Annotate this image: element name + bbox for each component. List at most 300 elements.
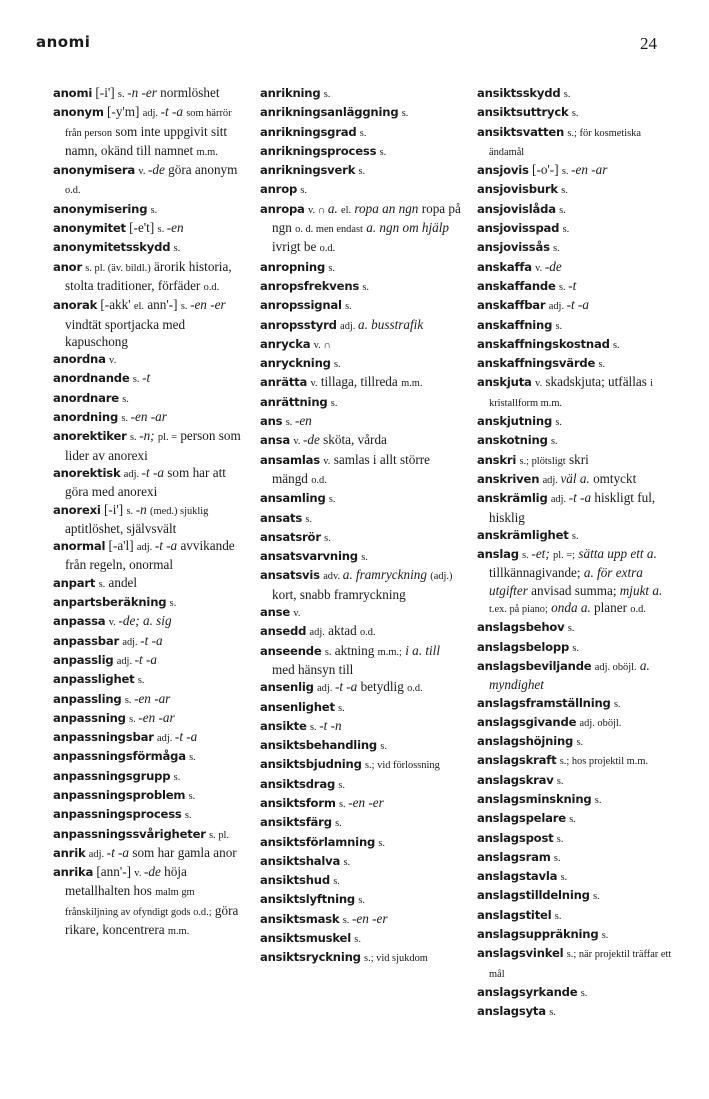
italic-example: -de — [303, 432, 320, 448]
grammar-note: s. — [556, 775, 564, 787]
grammar-note: s. — [173, 243, 181, 255]
dictionary-entry — [477, 809, 672, 828]
grammar-note: s. — [305, 513, 312, 525]
grammar-note: el. — [341, 204, 352, 216]
dictionary-entry — [260, 547, 465, 566]
italic-example: -en -er — [190, 297, 226, 313]
italic-example: mjukt a. — [619, 582, 663, 598]
italic-example: -en — [166, 220, 184, 236]
grammar-note: s. — [567, 623, 575, 635]
grammar-note: s. — [401, 108, 409, 120]
dictionary-entry — [53, 709, 248, 728]
grammar-note: s. — [169, 598, 177, 610]
grammar-note: s. — [117, 89, 128, 100]
headword: anslagsram — [477, 849, 551, 864]
dictionary-entry — [477, 983, 672, 1002]
grammar-note: adj. — [123, 468, 142, 480]
grammar-note: s. — [559, 204, 566, 216]
dictionary-entry — [477, 316, 672, 335]
grammar-note: s. — [121, 413, 131, 425]
headword: anskjuta — [477, 375, 532, 390]
grammar-note: s. — [359, 127, 367, 139]
grammar-note: adj. — [542, 474, 561, 486]
dictionary-entry — [53, 200, 248, 219]
dictionary-entry — [53, 767, 248, 786]
grammar-note: s. — [358, 166, 366, 178]
definition-text: [-e't] — [125, 220, 158, 236]
dictionary-entry — [260, 794, 465, 813]
headword: anskaffande — [477, 278, 556, 293]
headword: ansjovisspad — [477, 221, 560, 236]
headword: ansiktsmask — [260, 911, 340, 926]
definition-text: skri — [565, 451, 589, 467]
definition-text: tillaga, tillreda — [317, 374, 402, 390]
dictionary-columns — [53, 84, 672, 1022]
dictionary-entry — [260, 258, 465, 277]
running-head-word: anomi — [36, 33, 91, 51]
grammar-note: t.ex. på piano; — [489, 604, 548, 616]
headword: anpasslig — [53, 652, 114, 667]
grammar-note: s. — [126, 505, 136, 517]
dictionary-entry — [53, 501, 248, 538]
italic-example: -t -a — [141, 464, 164, 480]
grammar-note: s. — [555, 417, 562, 429]
grammar-note: o.d. — [319, 243, 336, 255]
grammar-note: m.m. — [401, 378, 423, 390]
grammar-note: s. — [563, 89, 571, 100]
dictionary-entry — [477, 1002, 672, 1021]
definition-text: avvikande från regeln, onormal — [65, 538, 235, 573]
headword: anropsfrekvens — [260, 278, 360, 293]
dictionary-entry — [477, 470, 672, 489]
headword: anpassning — [53, 710, 126, 725]
dictionary-entry — [477, 944, 672, 983]
headword: ansiktsfärg — [260, 815, 332, 830]
headword: ansiktsdrag — [260, 776, 336, 791]
definition-text: [-i'] — [100, 501, 127, 517]
dictionary-entry — [477, 829, 672, 848]
dictionary-entry — [477, 732, 672, 751]
dictionary-entry — [260, 200, 465, 258]
italic-example: onda a. — [551, 600, 591, 616]
dictionary-entry — [53, 574, 248, 593]
grammar-note: s. pl. — [209, 829, 230, 841]
dictionary-entry — [260, 431, 465, 450]
grammar-note: s. — [129, 432, 140, 444]
headword: anpasslighet — [53, 672, 135, 687]
definition-text: kort, snabb framryckning — [272, 586, 406, 602]
grammar-note: (med.) sjuklig — [150, 505, 209, 517]
grammar-note: pl. = — [157, 432, 178, 444]
grammar-note: adj. — [550, 494, 569, 506]
headword: anordnande — [53, 371, 130, 386]
definition-text: ann'-] — [144, 297, 181, 313]
grammar-note: adj. — [88, 848, 107, 860]
headword: anslagsbelopp — [477, 639, 570, 654]
headword: ansiktsuttryck — [477, 105, 569, 120]
headword: anonymisera — [53, 163, 136, 178]
grammar-note: el. — [133, 301, 145, 313]
italic-example: -en -ar — [130, 409, 167, 425]
headword: ansjovislåda — [477, 201, 556, 216]
column-2 — [260, 84, 465, 1022]
headword: anskaffningsvärde — [477, 356, 596, 371]
headword: ansiktsmuskel — [260, 931, 351, 946]
dictionary-entry — [53, 464, 248, 501]
italic-example: -en -er — [348, 794, 384, 810]
definition-text: hiskligt ful, hisklig — [489, 490, 656, 525]
grammar-note: s. — [362, 281, 370, 293]
grammar-note: s. — [184, 810, 192, 822]
italic-example: -en -ar — [134, 690, 171, 706]
headword: anrikningsverk — [260, 163, 356, 178]
headword: anrättning — [260, 394, 328, 409]
grammar-note: som härrör från person — [65, 108, 232, 139]
headword: anordna — [53, 352, 106, 367]
definition-text: [-i'] — [92, 85, 118, 100]
headword: anpassbar — [53, 633, 120, 648]
definition-text: ropa på ngn — [272, 200, 461, 236]
definition-text: tillkännagivande; — [489, 565, 584, 581]
grammar-note: v. — [534, 378, 543, 390]
dictionary-entry — [53, 844, 248, 863]
definition-text: aktad — [324, 623, 360, 639]
dictionary-entry — [260, 489, 465, 508]
headword: ansiktshud — [260, 873, 330, 888]
headword: anslagskrav — [477, 772, 554, 787]
grammar-note: s.; vid sjukdom — [364, 953, 428, 965]
headword: ans — [260, 414, 283, 429]
headword: ansatsvis — [260, 568, 320, 583]
definition-text: som har gamla anor — [129, 844, 237, 860]
dictionary-entry — [260, 412, 465, 431]
dictionary-entry — [260, 277, 465, 296]
headword: anrycka — [260, 336, 311, 351]
grammar-note: m.m. — [196, 146, 218, 158]
grammar-note: v. — [138, 166, 149, 178]
grammar-note: malm gm frånskiljning av ofyndigt gods o.d.; — [65, 887, 212, 918]
dictionary-entry — [53, 238, 248, 257]
italic-example: -en -ar — [571, 162, 608, 178]
headword: ansiktsförlamning — [260, 834, 376, 849]
grammar-note: s. — [328, 494, 336, 506]
dictionary-entry — [260, 296, 465, 315]
grammar-note: s. — [309, 721, 320, 733]
grammar-note: o.d. — [65, 185, 81, 197]
dictionary-entry — [260, 335, 465, 354]
headword: anslagsyrkande — [477, 984, 578, 999]
dictionary-entry — [53, 805, 248, 824]
dictionary-entry — [477, 848, 672, 867]
grammar-note: v. — [134, 868, 145, 880]
grammar-note: s. — [571, 530, 579, 542]
headword: anslagstitel — [477, 907, 552, 922]
headword: anslagspelare — [477, 811, 566, 826]
headword: anomi — [53, 86, 93, 100]
dictionary-entry — [53, 350, 248, 369]
dictionary-entry — [53, 728, 248, 747]
headword: ansiktshalva — [260, 853, 341, 868]
dictionary-entry — [53, 537, 248, 574]
dictionary-entry — [477, 180, 672, 199]
grammar-note: v. ∩ — [313, 339, 331, 351]
grammar-note: adj. — [142, 108, 161, 120]
grammar-note: s. — [300, 185, 308, 197]
dictionary-entry — [53, 690, 248, 709]
italic-example: a. — [327, 200, 338, 216]
dictionary-entry — [53, 825, 248, 844]
italic-example: -t -a — [154, 538, 178, 554]
italic-example: a. busstrafik — [357, 316, 424, 332]
headword: anpassling — [53, 691, 122, 706]
headword: ansenlighet — [260, 699, 335, 714]
grammar-note: v. — [310, 378, 318, 390]
headword: anslagsyta — [477, 1004, 546, 1019]
grammar-note: m.m.; — [377, 646, 402, 658]
dictionary-entry — [260, 813, 465, 832]
grammar-note: o.d. — [311, 474, 327, 486]
grammar-note: pl. =; — [553, 550, 576, 562]
grammar-note: s. — [285, 417, 295, 429]
dictionary-entry — [477, 84, 672, 103]
grammar-note: s. — [339, 798, 349, 810]
italic-example: -t -a — [160, 104, 183, 120]
grammar-note: s. — [334, 359, 341, 371]
grammar-note: s. — [560, 872, 568, 884]
headword: anpart — [53, 575, 96, 590]
grammar-note: s. — [328, 262, 335, 274]
grammar-note: s. — [549, 1007, 556, 1019]
definition-text: aptitlöshet, självsvält — [65, 520, 177, 536]
dictionary-entry — [260, 393, 465, 412]
italic-example: -n — [135, 501, 147, 517]
grammar-note: adj. oböjl. — [594, 661, 637, 673]
grammar-note: o.d. — [203, 281, 220, 293]
definition-text: sköta, vårda — [319, 432, 387, 448]
dictionary-entry — [53, 670, 248, 689]
headword: ansamling — [260, 491, 326, 506]
definition-text: höja metallhalten hos — [65, 864, 187, 899]
grammar-note: s. — [378, 837, 386, 849]
headword: anordning — [53, 410, 119, 425]
grammar-note: s.; när projektil träffar ett mål — [489, 949, 672, 980]
dictionary-entry — [53, 593, 248, 612]
italic-example: -t -a — [334, 679, 358, 695]
grammar-note: s. — [380, 741, 387, 753]
grammar-note: s. — [157, 224, 167, 236]
grammar-note: adj. — [116, 655, 135, 667]
headword: anorektisk — [53, 465, 121, 480]
headword: ansiktsbjudning — [260, 757, 362, 772]
dictionary-entry — [477, 713, 672, 732]
definition-text: med hänsyn till — [272, 661, 354, 677]
grammar-note: s. — [324, 646, 332, 658]
dictionary-entry — [260, 123, 465, 142]
italic-example: -t -a — [566, 297, 589, 313]
definition-text: aktning — [331, 642, 378, 658]
dictionary-entry — [260, 948, 465, 967]
dictionary-entry — [477, 277, 672, 296]
dictionary-entry — [477, 219, 672, 238]
dictionary-entry — [260, 316, 465, 335]
grammar-note: s. — [561, 185, 568, 197]
grammar-note: v. — [293, 608, 301, 620]
italic-example: -de; a. sig — [118, 613, 172, 629]
dictionary-entry — [260, 642, 465, 679]
dictionary-entry — [53, 612, 248, 631]
headword: anrikning — [260, 86, 321, 100]
grammar-note: s. — [189, 752, 196, 764]
grammar-note: s. — [555, 320, 563, 332]
headword: anslagskraft — [477, 753, 557, 768]
dictionary-entry — [477, 431, 672, 450]
italic-example: -et; — [531, 546, 550, 562]
dictionary-entry — [477, 867, 672, 886]
dictionary-entry — [477, 489, 672, 526]
italic-example: -de — [144, 864, 161, 880]
headword: anse — [260, 605, 291, 620]
dictionary-entry — [53, 747, 248, 766]
dictionary-entry — [260, 871, 465, 890]
headword: anormal — [53, 539, 106, 554]
dictionary-entry — [260, 678, 465, 697]
headword: anpartsberäkning — [53, 595, 167, 610]
headword: anordnare — [53, 390, 119, 405]
grammar-note: s. — [553, 243, 560, 255]
dictionary-entry — [477, 258, 672, 277]
grammar-note: o.d. — [630, 604, 646, 616]
dictionary-entry — [477, 161, 672, 180]
definition-text: normlöshet — [156, 85, 220, 100]
headword: anropssignal — [260, 298, 342, 313]
grammar-note: s. — [124, 694, 135, 706]
grammar-note: s.; plötsligt — [519, 455, 566, 467]
grammar-note: s. — [342, 914, 352, 926]
dictionary-entry — [260, 528, 465, 547]
dictionary-entry — [260, 890, 465, 909]
headword: anryckning — [260, 356, 331, 371]
headword: ansamlas — [260, 452, 320, 467]
headword: anslagsbeviljande — [477, 658, 592, 673]
dictionary-entry — [53, 369, 248, 388]
dictionary-entry — [53, 103, 248, 161]
headword: anskaffning — [477, 317, 553, 332]
grammar-note: v. — [293, 436, 304, 448]
italic-example: -t -a — [134, 651, 157, 667]
grammar-note: adv. — [323, 571, 343, 583]
definition-text: omtyckt — [589, 470, 637, 486]
headword: anpassa — [53, 614, 106, 629]
dictionary-entry — [477, 694, 672, 713]
headword: anpassningsbar — [53, 730, 154, 745]
dictionary-entry — [260, 698, 465, 717]
italic-example: -t -a — [174, 729, 198, 745]
grammar-note: s. — [324, 532, 331, 544]
definition-text: ärorik historia, stolta traditioner, förfäder — [65, 258, 232, 293]
dictionary-entry — [477, 296, 672, 315]
dictionary-entry — [477, 526, 672, 545]
dictionary-entry — [53, 296, 248, 350]
headword: anslag — [477, 547, 519, 562]
grammar-note: v. — [535, 262, 545, 274]
headword: anrika — [53, 865, 94, 880]
grammar-note: m.m. — [167, 926, 190, 938]
headword: ansiktsform — [260, 795, 336, 810]
dictionary-entry — [260, 84, 465, 103]
dictionary-entry — [260, 142, 465, 161]
italic-example: -en — [294, 413, 312, 429]
dictionary-entry — [53, 84, 248, 103]
grammar-note: s. — [338, 779, 345, 791]
dictionary-entry — [477, 200, 672, 219]
grammar-note: s. — [569, 814, 576, 826]
dictionary-entry — [477, 545, 672, 618]
dictionary-entry — [53, 389, 248, 408]
grammar-note: s. — [554, 910, 562, 922]
headword: anslagsframställning — [477, 695, 611, 710]
definition-text: göra anonym — [164, 162, 238, 178]
definition-text: som har att göra med anorexi — [65, 464, 226, 500]
italic-example: a. framryckning — [342, 567, 427, 583]
definition-text: [-a'l] — [105, 538, 137, 554]
definition-text: [-o'-] — [528, 162, 562, 178]
grammar-note: i kristallform m.m. — [489, 378, 654, 409]
dictionary-entry — [260, 833, 465, 852]
italic-example: -en -er — [351, 910, 388, 926]
headword: ansikte — [260, 718, 307, 733]
grammar-note: s. — [562, 224, 570, 236]
italic-example: -n; — [139, 428, 155, 444]
headword: anpassningsproblem — [53, 787, 186, 802]
grammar-note: s. — [137, 675, 145, 687]
headword: ansjovisburk — [477, 182, 558, 197]
headword: anonymitetsskydd — [53, 240, 171, 255]
dictionary-entry — [477, 123, 672, 162]
definition-text: betydlig — [357, 679, 408, 695]
headword: anskrämlighet — [477, 527, 569, 542]
grammar-note: s. — [150, 204, 158, 216]
definition-text: [-y'm] — [103, 104, 143, 120]
grammar-note: s. — [556, 833, 564, 845]
headword: anslagstilldelning — [477, 888, 590, 903]
dictionary-entry — [477, 335, 672, 354]
dictionary-entry — [260, 180, 465, 199]
italic-example: -de — [148, 162, 165, 178]
headword: ansa — [260, 433, 291, 448]
dictionary-entry — [53, 786, 248, 805]
grammar-note: adj. — [122, 636, 141, 648]
grammar-note: o.d. — [360, 627, 376, 639]
headword: anonymisering — [53, 201, 148, 216]
column-3 — [477, 84, 672, 1022]
headword: ansatsvarvning — [260, 549, 358, 564]
headword: ansjovis — [477, 163, 529, 178]
headword: ansiktsskydd — [477, 86, 561, 100]
headword: anonym — [53, 105, 104, 120]
dictionary-entry — [260, 451, 465, 490]
headword: ansjovissås — [477, 240, 550, 255]
headword: anpassningsprocess — [53, 807, 182, 822]
grammar-note: s. — [335, 818, 342, 830]
dictionary-entry — [477, 354, 672, 373]
dictionary-entry — [53, 651, 248, 670]
grammar-note: s. — [333, 876, 340, 888]
grammar-note: s.; för kosmetiska ändamål — [489, 127, 641, 158]
headword: ansiktsryckning — [260, 950, 361, 965]
grammar-note: v. — [109, 355, 117, 367]
grammar-note: adj. — [157, 733, 175, 745]
headword: anrik — [53, 845, 86, 860]
